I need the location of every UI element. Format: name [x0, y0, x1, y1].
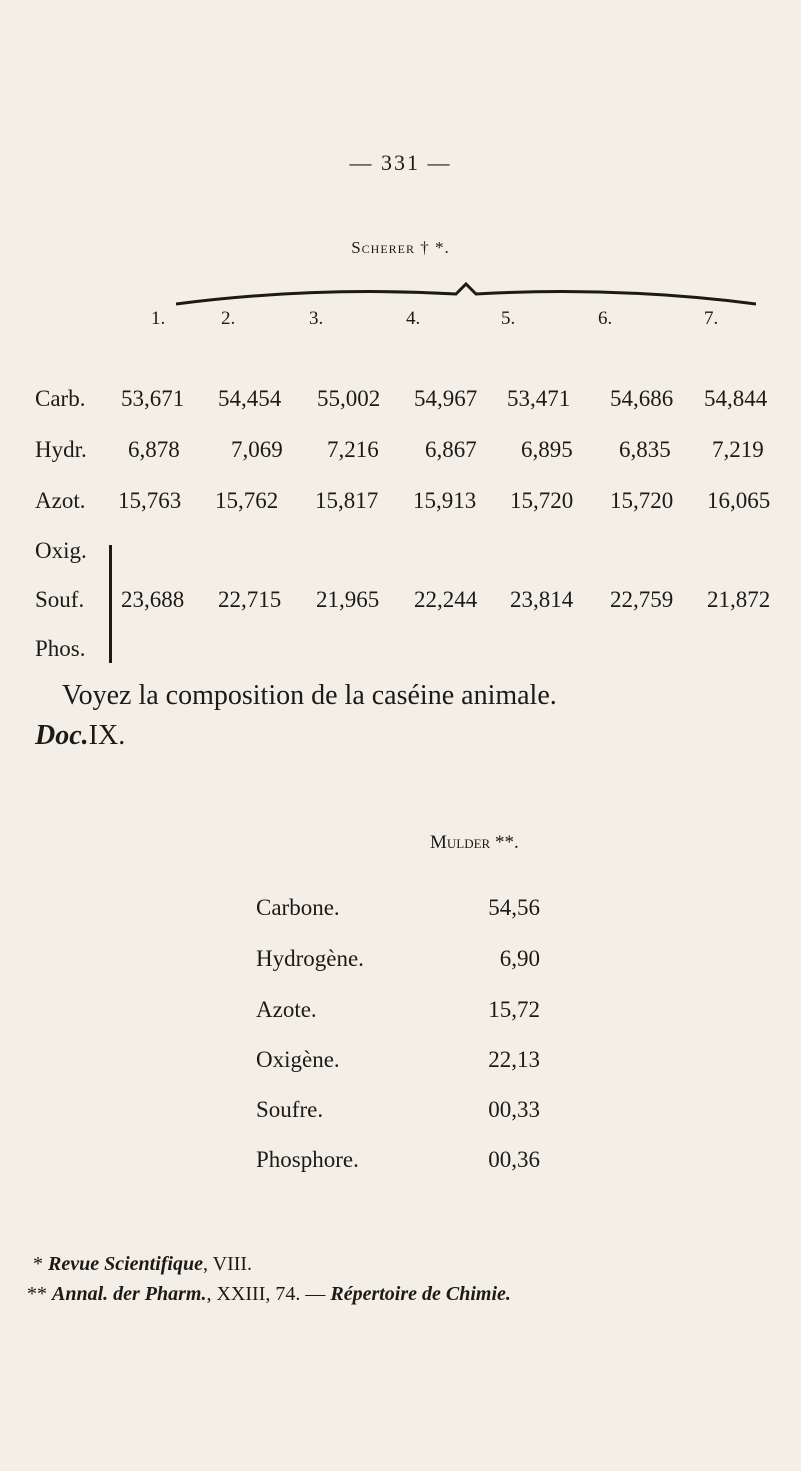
- row-label: Carb.: [35, 386, 86, 411]
- footnote-text: , VIII.: [202, 1253, 253, 1275]
- footnote-text: , XXIII, 74. —: [206, 1283, 331, 1305]
- table-cell: 23,688: [121, 587, 185, 612]
- element-label: Oxigène.: [256, 1047, 340, 1072]
- table-cell: 23,814: [510, 587, 574, 612]
- table-cell: 15,720: [510, 488, 574, 513]
- doc-number: IX.: [88, 720, 126, 751]
- table-cell: 7,069: [231, 437, 283, 462]
- table-cell: 22,759: [610, 587, 674, 612]
- table-cell: 6,835: [619, 437, 671, 462]
- table-cell: 16,065: [707, 488, 771, 513]
- table-cell: 53,671: [121, 386, 185, 411]
- table-cell: 22,715: [218, 587, 282, 612]
- element-label: Azote.: [256, 997, 317, 1022]
- element-label: Carbone.: [256, 895, 340, 920]
- table-cell: 7,216: [327, 437, 379, 462]
- row-label: Azot.: [35, 488, 86, 513]
- footnote-title: Annal. der Pharm.: [52, 1283, 207, 1305]
- table-cell: 21,965: [316, 587, 380, 612]
- element-label: Soufre.: [256, 1097, 324, 1122]
- column-header: 7.: [704, 308, 719, 329]
- footnote-title: Répertoire de Chimie.: [330, 1283, 511, 1305]
- table-cell: 54,686: [610, 386, 674, 411]
- row-label: Phos.: [35, 636, 86, 661]
- table-cell: 15,817: [315, 488, 379, 513]
- table-cell: 6,878: [128, 437, 180, 462]
- column-header: 1.: [151, 308, 166, 329]
- column-header: 2.: [221, 308, 236, 329]
- element-value: 6,90: [499, 946, 540, 971]
- element-label: Phosphore.: [256, 1147, 359, 1172]
- footnote-mark: **: [27, 1283, 47, 1305]
- footnote-title: Revue Scientifique: [48, 1253, 203, 1275]
- table-cell: 22,244: [414, 587, 478, 612]
- element-value: 00,36: [488, 1147, 540, 1172]
- row-label: Hydr.: [35, 437, 87, 462]
- column-header: 4.: [406, 308, 421, 329]
- table-cell: 15,913: [413, 488, 477, 513]
- brace-icon: [176, 280, 756, 310]
- table-cell: 53,471: [507, 386, 571, 411]
- row-label: Oxig.: [35, 538, 87, 563]
- element-value: 15,72: [488, 997, 540, 1022]
- table-cell: 15,762: [215, 488, 279, 513]
- table-cell: 7,219: [712, 437, 764, 462]
- table-cell: 54,454: [218, 386, 282, 411]
- author-heading: Scherer † *.: [351, 238, 450, 257]
- table-cell: 6,895: [521, 437, 573, 462]
- table-cell: 6,867: [425, 437, 477, 462]
- doc-prefix: Doc.: [35, 720, 89, 751]
- element-value: 00,33: [488, 1097, 540, 1122]
- footnote: [33, 1253, 252, 1276]
- table2-header: Mulder **.: [430, 832, 519, 853]
- table-cell: 54,844: [704, 386, 768, 411]
- caption-text: Voyez la composition de la caséine animale.: [62, 680, 557, 711]
- table-cell: 15,763: [118, 488, 182, 513]
- element-value: 54,56: [488, 895, 540, 920]
- row-label: Souf.: [35, 587, 85, 612]
- footnote-mark: *: [33, 1253, 43, 1275]
- element-value: 22,13: [488, 1047, 540, 1072]
- page-number: — 331 —: [349, 150, 452, 175]
- doc-reference: [35, 720, 125, 752]
- column-header: 5.: [501, 308, 516, 329]
- table-cell: 54,967: [414, 386, 478, 411]
- table-cell: 15,720: [610, 488, 674, 513]
- column-header: 3.: [309, 308, 324, 329]
- group-bracket: [109, 545, 112, 663]
- footnote: [27, 1283, 511, 1306]
- element-label: Hydrogène.: [256, 946, 364, 971]
- column-header: 6.: [598, 308, 613, 329]
- table-cell: 55,002: [317, 386, 381, 411]
- table-cell: 21,872: [707, 587, 771, 612]
